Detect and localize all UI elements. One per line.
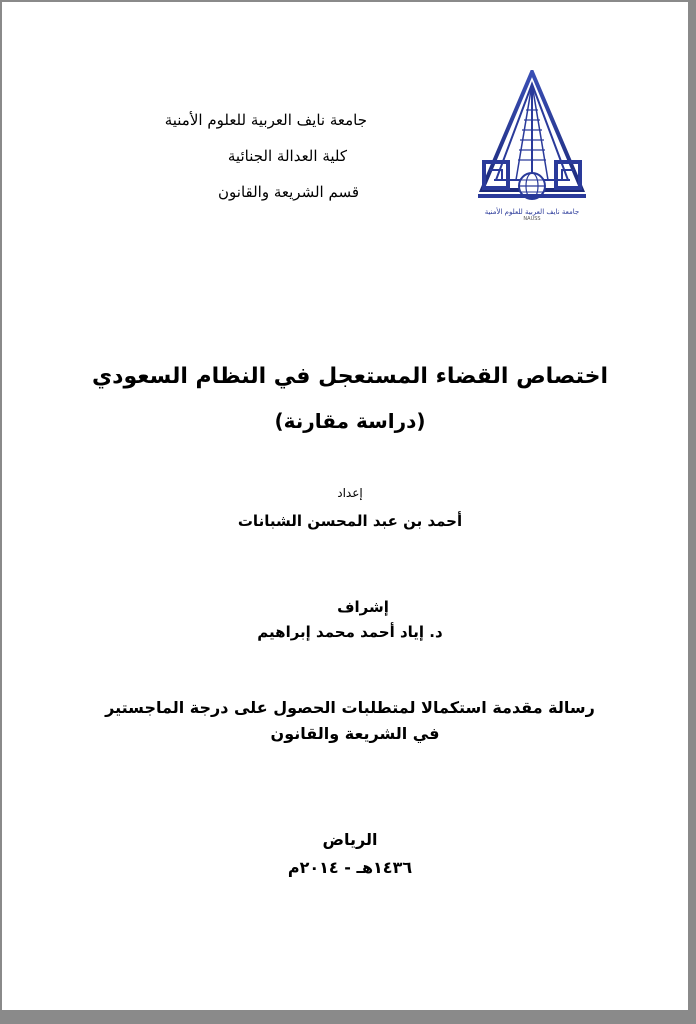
author-name: أحمد بن عبد المحسن الشبانات [237, 512, 463, 530]
thesis-title: اختصاص القضاء المستعجل في النظام السعودي [92, 364, 608, 389]
logo-caption [462, 208, 602, 222]
prepared-by-label: إعداد [337, 486, 363, 500]
supervision-label: إشراف [337, 598, 389, 616]
institution-header [152, 102, 367, 210]
date: ١٤٣٦هـ - ٢٠١٤م [287, 858, 413, 877]
university-name: جامعة نايف العربية للعلوم الأمنية [164, 111, 367, 129]
department-name: قسم الشريعة والقانون [218, 183, 359, 201]
logo-caption-small: NAUSS [523, 216, 541, 222]
thesis-subtitle: (دراسة مقارنة) [274, 409, 426, 433]
thesis-statement-line2: في الشريعة والقانون [270, 724, 440, 743]
college-name: كلية العدالة الجنائية [227, 147, 347, 165]
place: الرياض [322, 830, 378, 849]
supervisor-name: د. إياد أحمد محمد إبراهيم [257, 623, 443, 641]
logo-caption-ar: جامعة نايف العربية للعلوم الأمنية [484, 208, 580, 216]
thesis-statement-line1: رسالة مقدمة استكمالا لمتطلبات الحصول على درجة الماجستير [105, 698, 595, 717]
